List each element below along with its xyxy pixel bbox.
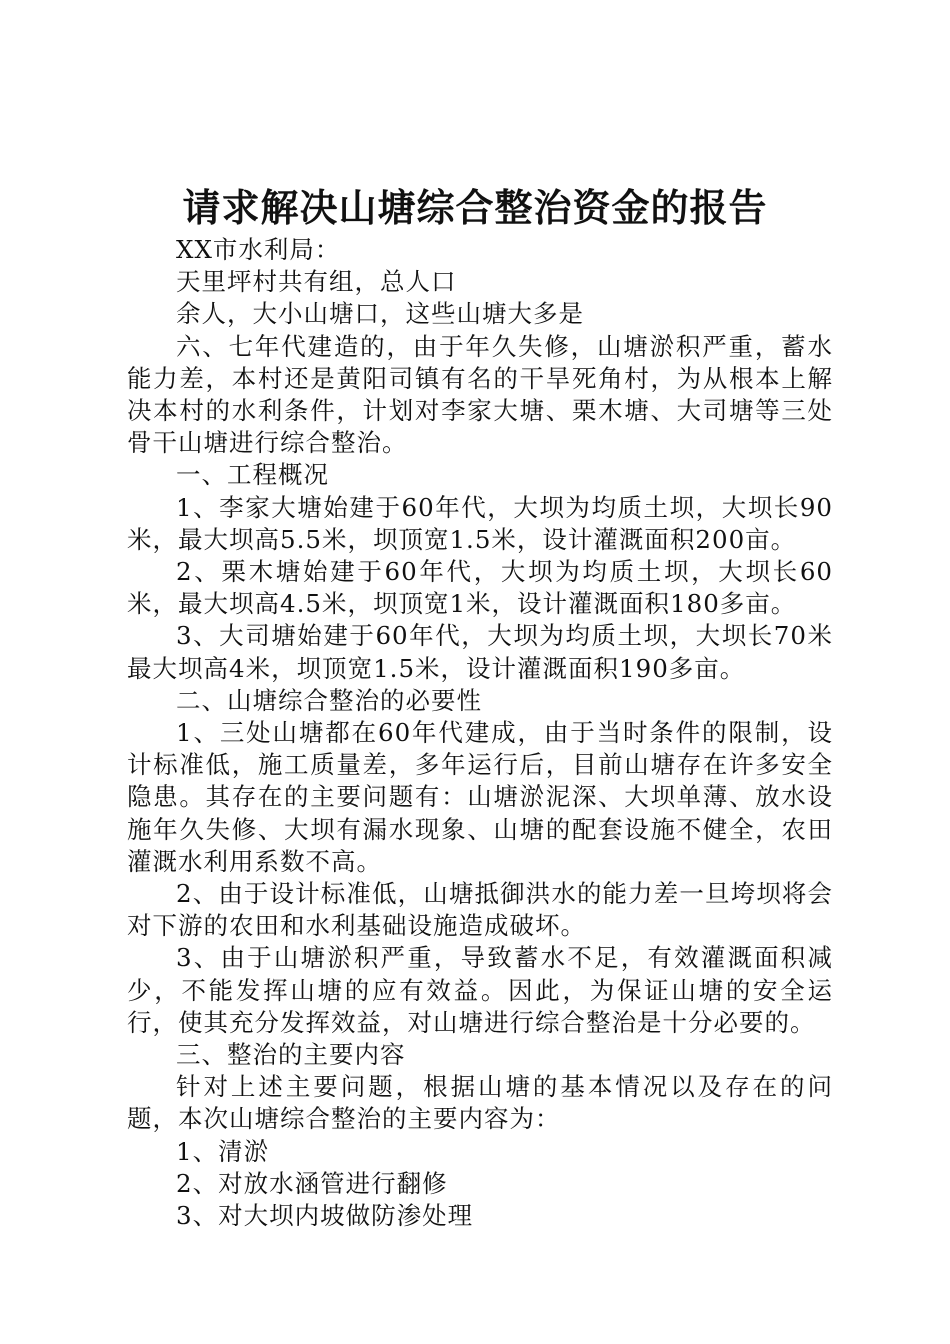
list-item: 2、对放水涵管进行翻修 xyxy=(176,1168,448,1198)
paragraph: 1、三处山塘都在60年代建成，由于当时条件的限制，设计标准低，施工质量差，多年运行后，目前山塘存在许多安全隐患。其存在的主要问题有：山塘淤泥深、大坝单薄、放水设施年久失修、大坝有漏水现象、山塘的配套设施不健全，农田灌溉水利用系数不高。 xyxy=(127,718,833,876)
section-heading: 一、工程概况 xyxy=(176,460,329,490)
document-body xyxy=(127,234,833,1232)
paragraph: 针对上述主要问题，根据山塘的基本情况以及存在的问题，本次山塘综合整治的主要内容为： xyxy=(127,1072,833,1134)
paragraph: 3、大司塘始建于60年代，大坝为均质土坝，大坝长70米最大坝高4米，坝顶宽1.5米，设计灌溉面积190多亩。 xyxy=(127,621,833,683)
document-title: 请求解决山塘综合整治资金的报告 xyxy=(182,185,768,230)
section-heading: 三、整治的主要内容 xyxy=(176,1040,406,1070)
addressee-line: XX市水利局： xyxy=(176,235,341,264)
paragraph: 余人，大小山塘口，这些山塘大多是 xyxy=(176,299,584,329)
section-heading: 二、山塘综合整治的必要性 xyxy=(176,685,482,715)
paragraph: 2、栗木塘始建于60年代，大坝为均质土坝，大坝长60米，最大坝高4.5米，坝顶宽1米，设计灌溉面积180多亩。 xyxy=(127,557,833,619)
paragraph: 六、七年代建造的，由于年久失修，山塘淤积严重，蓄水能力差，本村还是黄阳司镇有名的干旱死角村，为从根本上解决本村的水利条件，计划对李家大塘、栗木塘、大司塘等三处骨干山塘进行综合整治。 xyxy=(127,331,833,458)
list-item: 1、清淤 xyxy=(176,1136,270,1166)
list-item: 3、对大坝内坡做防渗处理 xyxy=(176,1201,474,1231)
paragraph: 3、由于山塘淤积严重，导致蓄水不足，有效灌溉面积减少，不能发挥山塘的应有效益。因此，为保证山塘的安全运行，使其充分发挥效益，对山塘进行综合整治是十分必要的。 xyxy=(127,943,833,1037)
paragraph: 2、由于设计标准低，山塘抵御洪水的能力差一旦垮坝将会对下游的农田和水利基础设施造成破坏。 xyxy=(127,879,833,941)
paragraph: 1、李家大塘始建于60年代，大坝为均质土坝，大坝长90米，最大坝高5.5米，坝顶宽1.5米，设计灌溉面积200亩。 xyxy=(127,492,833,554)
paragraph: 天里坪村共有组，总人口 xyxy=(176,267,457,297)
